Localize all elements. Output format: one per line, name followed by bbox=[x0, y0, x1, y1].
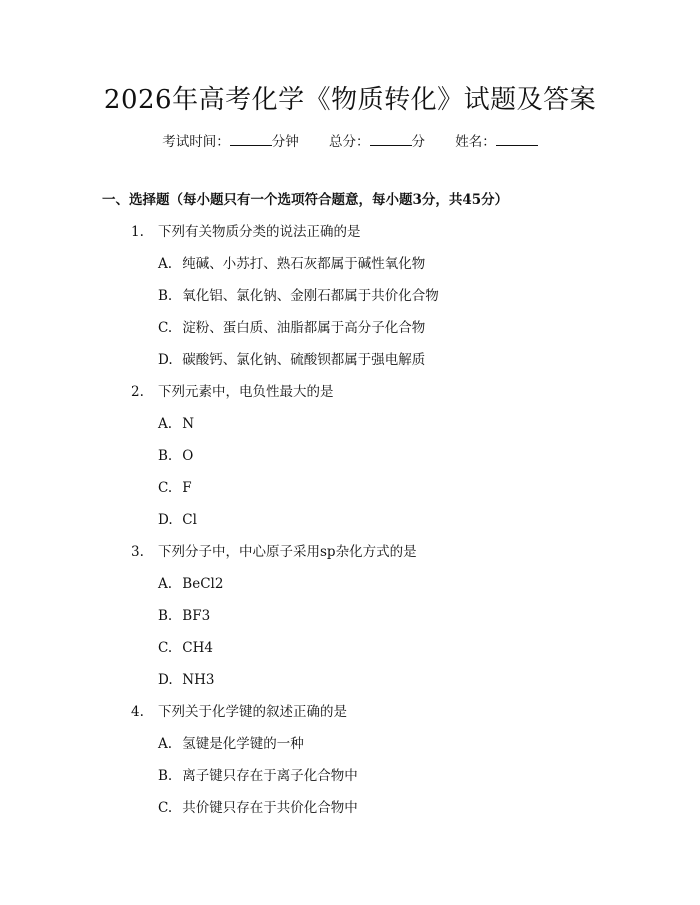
question-1-option-a bbox=[158, 254, 425, 274]
option-letter: B. bbox=[158, 448, 173, 464]
student-name-field bbox=[455, 131, 538, 152]
total-score-blank bbox=[370, 131, 412, 146]
question-4-option-b bbox=[158, 766, 358, 786]
option-letter: D. bbox=[158, 512, 173, 528]
option-text: NH3 bbox=[182, 672, 215, 688]
question-3-option-d bbox=[158, 670, 214, 690]
question-text: 下列分子中，中心原子采用sp杂化方式的是 bbox=[158, 544, 417, 560]
section-heading: 一、选择题（每小题只有一个选项符合题意，每小题3分，共45分） bbox=[102, 192, 509, 208]
option-letter: B. bbox=[158, 288, 173, 304]
option-letter: A. bbox=[158, 576, 173, 592]
option-letter: B. bbox=[158, 608, 173, 624]
option-letter: D. bbox=[158, 352, 173, 368]
exam-time-field bbox=[162, 131, 299, 152]
question-3-option-b bbox=[158, 606, 210, 626]
question-text: 下列关于化学键的叙述正确的是 bbox=[158, 704, 347, 720]
question-text: 下列有关物质分类的说法正确的是 bbox=[158, 224, 361, 240]
question-2-option-d bbox=[158, 510, 197, 530]
option-letter: C. bbox=[158, 800, 173, 816]
option-text: Cl bbox=[182, 512, 197, 528]
option-letter: D. bbox=[158, 672, 173, 688]
option-text: 碳酸钙、氯化钠、硫酸钡都属于强电解质 bbox=[182, 352, 426, 368]
exam-time-blank bbox=[230, 131, 272, 146]
option-letter: B. bbox=[158, 768, 173, 784]
question-text: 下列元素中，电负性最大的是 bbox=[158, 384, 334, 400]
option-letter: A. bbox=[158, 256, 173, 272]
question-3-option-c bbox=[158, 638, 213, 658]
option-text: 离子键只存在于离子化合物中 bbox=[182, 768, 358, 784]
exam-time-label: 考试时间： bbox=[162, 134, 230, 150]
question-1-option-b bbox=[158, 286, 439, 306]
question-1-option-c bbox=[158, 318, 425, 338]
question-number: 3. bbox=[131, 544, 144, 560]
option-text: 氧化铝、氯化钠、金刚石都属于共价化合物 bbox=[182, 288, 439, 304]
question-4-option-c bbox=[158, 798, 358, 818]
option-text: 纯碱、小苏打、熟石灰都属于碱性氧化物 bbox=[182, 256, 426, 272]
option-letter: C. bbox=[158, 320, 173, 336]
question-number: 2. bbox=[131, 384, 144, 400]
exam-time-unit: 分钟 bbox=[271, 134, 299, 150]
question-4-option-a bbox=[158, 734, 304, 754]
option-text: 共价键只存在于共价化合物中 bbox=[182, 800, 358, 816]
page-title: 2026年高考化学《物质转化》试题及答案 bbox=[103, 85, 597, 115]
student-name-blank bbox=[496, 131, 538, 146]
option-text: 氢键是化学键的一种 bbox=[182, 736, 304, 752]
option-letter: C. bbox=[158, 640, 173, 656]
total-score-unit: 分 bbox=[411, 134, 425, 150]
total-score-label: 总分： bbox=[329, 134, 370, 150]
question-2-option-a bbox=[158, 414, 194, 434]
question-2-option-c bbox=[158, 478, 192, 498]
total-score-field bbox=[329, 131, 425, 152]
question-1-option-d bbox=[158, 350, 425, 370]
exam-info-line bbox=[0, 131, 700, 152]
option-letter: A. bbox=[158, 416, 173, 432]
option-text: 淀粉、蛋白质、油脂都属于高分子化合物 bbox=[182, 320, 426, 336]
option-letter: C. bbox=[158, 480, 173, 496]
option-text: BF3 bbox=[182, 608, 211, 624]
question-number: 4. bbox=[131, 704, 144, 720]
question-2-option-b bbox=[158, 446, 193, 466]
option-text: N bbox=[182, 416, 195, 432]
option-text: BeCl2 bbox=[182, 576, 224, 592]
option-text: CH4 bbox=[182, 640, 213, 656]
option-text: F bbox=[182, 480, 192, 496]
option-letter: A. bbox=[158, 736, 173, 752]
question-3-option-a bbox=[158, 574, 223, 594]
question-number: 1. bbox=[131, 224, 144, 240]
student-name-label: 姓名： bbox=[455, 134, 496, 150]
option-text: O bbox=[182, 448, 194, 464]
